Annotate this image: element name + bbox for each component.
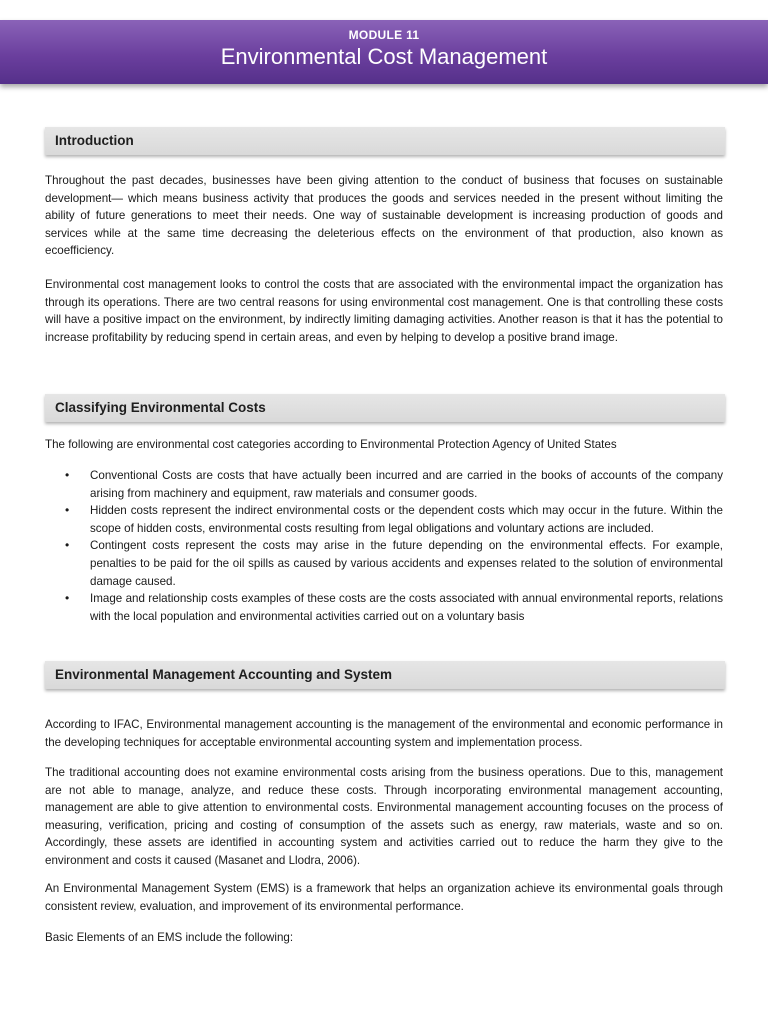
bullet-icon: • — [65, 503, 70, 518]
list-item-text: Hidden costs represent the indirect environmental costs or the dependent costs which may occur in the future. Within the scope of hidden costs, environmental costs resulting from legal obligations and voluntary actions are included. — [90, 504, 723, 535]
bullet-icon: • — [65, 468, 70, 482]
list-item-text: Conventional Costs are costs that have actually been incurred and are carried in the books of accounts of the company arising from machinery and equipment, raw materials and consumer goods. — [90, 469, 723, 500]
ems-definition-paragraph: An Environmental Management System (EMS) is a framework that helps an organization achieve its environmental goals through consistent review, evaluation, and improvement of its environmental performance. — [45, 882, 723, 913]
intro-paragraph-2: Environmental cost management looks to control the costs that are associated with the environmental impact the organization has through its operations. There are two central reasons for using environmental cost management. One is that controlling these costs will have a positive impact on the environment, by indirectly limiting damaging activities. Another reason is that it has the potential to increase profitability by reducing spend in certain areas, and even by helping to develop a positive brand image. — [45, 278, 723, 344]
list-item-text: Contingent costs represent the costs may arise in the future depending on the environmental effects. For example, penalties to be paid for the oil spills as caused by various accidents and expenses related to the solution of environmental damage caused. — [90, 539, 723, 588]
ems-elements-lead: Basic Elements of an EMS include the following: — [45, 931, 294, 944]
module-banner — [0, 20, 768, 84]
intro-paragraph-1: Throughout the past decades, businesses have been giving attention to the conduct of business that focuses on sustainable development— which means business activity that produces the goods and services needed in the present without limiting the ability of future generations to meet their needs. One way of sustainable development is increasing production of goods and services while at the same time decreasing the deleterious effects on the environment of that production, also known as ecoefficiency. — [45, 174, 723, 258]
ema-paragraph-1: According to IFAC, Environmental management accounting is the management of the environmental and economic performance in the developing techniques for acceptable environmental accounting system and implementation process. — [45, 718, 723, 749]
list-item-text: Image and relationship costs examples of these costs are the costs associated with annual environmental reports, relations with the local population and environmental activities carried out on a voluntary basis — [90, 592, 723, 623]
bullet-icon: • — [65, 591, 70, 606]
list-item — [45, 502, 723, 537]
cost-categories-list — [45, 467, 723, 625]
list-item — [45, 590, 723, 625]
module-number: MODULE 11 — [348, 28, 420, 42]
ema-paragraph-2: The traditional accounting does not examine environmental costs arising from the business operations. Due to this, management are not able to manage, analyze, and reduce these costs. Through incorporating environmental management accounting, management are able to give attention to environmental costs. Environmental management accounting focuses on the process of measuring, verification, pricing and costing of consumption of the assets such as energy, raw materials, waste and so on. Accordingly, these assets are identified in accounting system and activities carried out to reduce the harm they give to the environment and costs it caused (Masanet and Llodra, 2006). — [45, 766, 723, 867]
list-item — [45, 467, 723, 502]
page-title: Environmental Cost Management — [220, 44, 548, 69]
section-heading-classifying-costs: Classifying Environmental Costs — [45, 394, 725, 422]
section-heading-introduction: Introduction — [45, 127, 725, 155]
section-heading-ema-system: Environmental Management Accounting and System — [45, 661, 725, 689]
classifying-intro: The following are environmental cost categories according to Environmental Protection Agency of United States — [45, 438, 617, 451]
bullet-icon: • — [65, 538, 70, 553]
list-item — [45, 537, 723, 590]
